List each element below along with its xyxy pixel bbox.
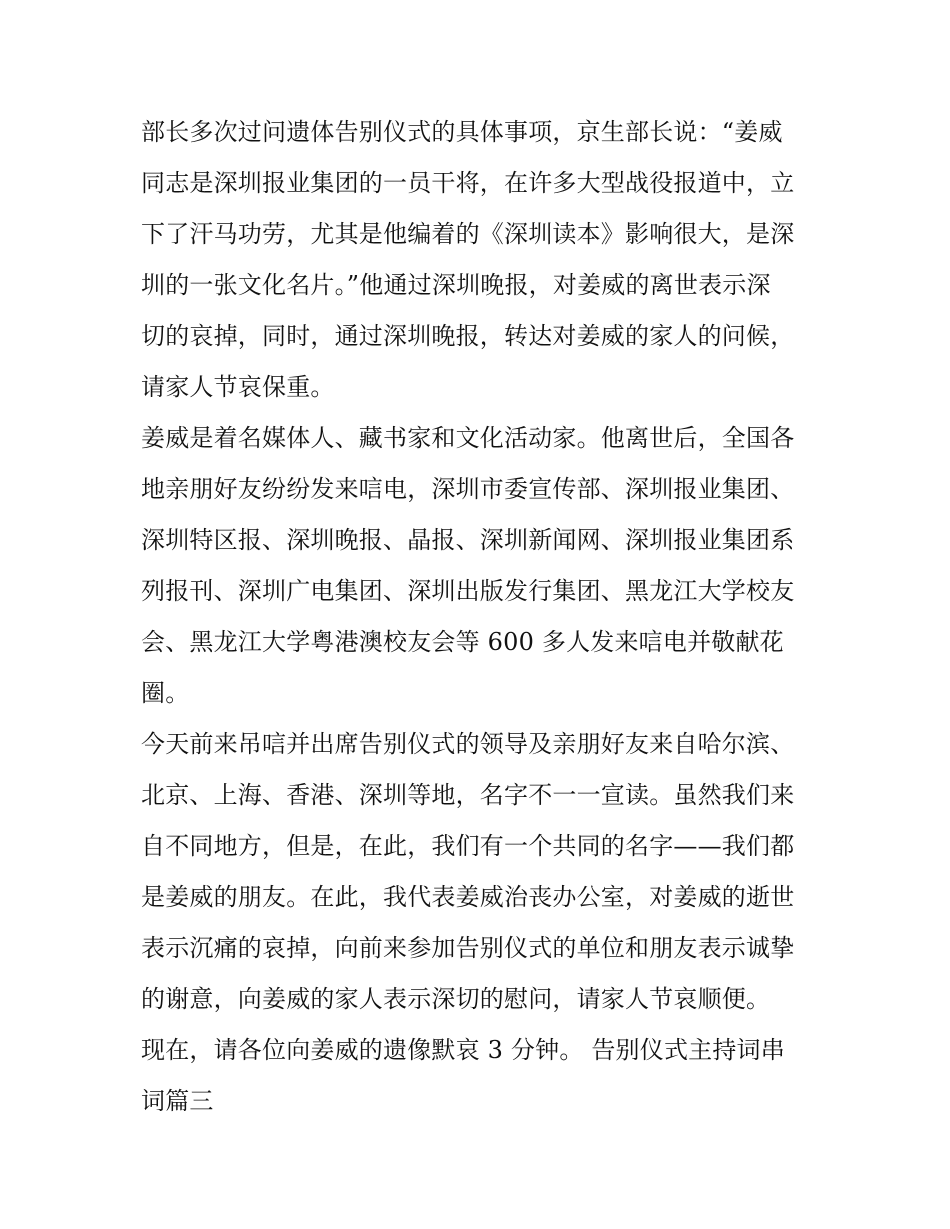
text-line: 圈。 (141, 679, 190, 707)
text-line: 现在，请各位向姜威的遗像默哀 3 分钟。 告别仪式主持词串 (141, 1036, 785, 1064)
document-body (141, 107, 821, 1127)
text-line: 表示沉痛的哀掉，向前来参加告别仪式的单位和朋友表示诚挚 (141, 934, 795, 962)
text-line: 请家人节哀保重。 (141, 373, 335, 401)
text-line: 圳的一张文化名片。”他通过深圳晚报，对姜威的离世表示深 (141, 271, 771, 299)
text-line: 部长多次过问遗体告别仪式的具体事项，京生部长说：“姜威 (141, 118, 783, 146)
text-line: 深圳特区报、深圳晚报、晶报、深圳新闻网、深圳报业集团系 (141, 526, 795, 554)
text-line: 北京、上海、香港、深圳等地，名字不一一宣读。虽然我们来 (141, 781, 795, 809)
text-line: 词篇三 (141, 1087, 214, 1115)
text-line: 同志是深圳报业集团的一员干将，在许多大型战役报道中，立 (141, 169, 795, 197)
text-line: 自不同地方，但是，在此，我们有一个共同的名字——我们都 (141, 832, 795, 860)
text-line: 列报刊、深圳广电集团、深圳出版发行集团、黑龙江大学校友 (141, 577, 795, 605)
text-line: 切的哀掉，同时，通过深圳晚报，转达对姜威的家人的问候， (141, 322, 795, 350)
text-line: 是姜威的朋友。在此，我代表姜威治丧办公室，对姜威的逝世 (141, 883, 795, 911)
text-line: 下了汗马功劳，尤其是他编着的《深圳读本》影响很大，是深 (141, 220, 795, 248)
text-line: 的谢意，向姜威的家人表示深切的慰问，请家人节哀顺便。 (141, 985, 771, 1013)
text-line: 今天前来吊唁并出席告别仪式的领导及亲朋好友来自哈尔滨、 (141, 730, 795, 758)
text-line: 地亲朋好友纷纷发来唁电，深圳市委宣传部、深圳报业集团、 (141, 475, 795, 503)
text-line: 会、黑龙江大学粤港澳校友会等 600 多人发来唁电并敬献花 (141, 628, 784, 656)
text-line: 姜威是着名媒体人、藏书家和文化活动家。他离世后，全国各 (141, 424, 795, 452)
